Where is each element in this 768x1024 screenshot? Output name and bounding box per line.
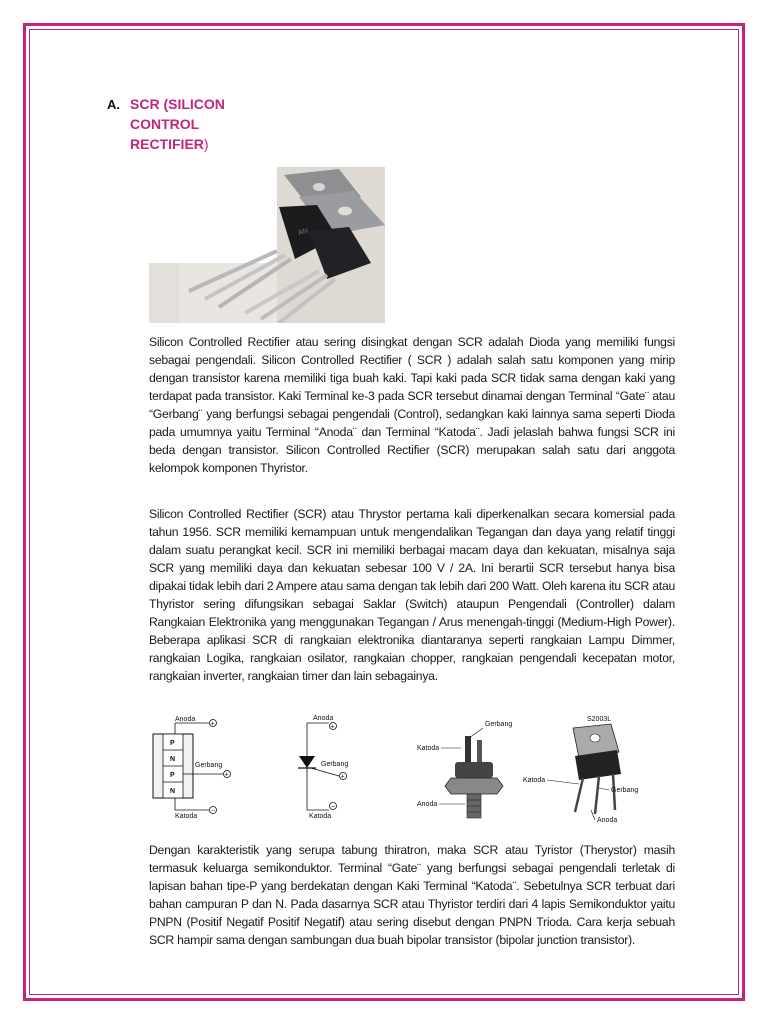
stud-cathode-label: Katoda — [417, 745, 440, 752]
layer-n1: N — [170, 756, 176, 763]
svg-text:AN: AN — [297, 227, 309, 237]
stud-gate-label: Gerbang — [485, 721, 513, 728]
layer-gate-label: Gerbang — [195, 762, 223, 769]
to220-gate-label: Gerbang — [611, 787, 639, 794]
to220-cathode-label: Katoda — [523, 777, 546, 784]
stud-anode-label: Anoda — [417, 801, 438, 808]
scr-symbol-diagram — [298, 715, 348, 820]
symbol-cathode-label: Katoda — [309, 813, 332, 820]
gate-plus: + — [224, 771, 229, 779]
symbol-anode-plus: + — [330, 723, 335, 731]
to220-anode-label: Anoda — [597, 817, 618, 824]
cathode-minus: − — [211, 807, 216, 815]
stud-scr-diagram — [417, 721, 512, 818]
layer-n2: N — [170, 788, 176, 795]
symbol-cathode-minus: − — [331, 803, 336, 811]
paragraph-2: Silicon Controlled Rectifier (SCR) atau Thrystor pertama kali diperkenalkan secara komersial pada tahun 1956. SCR memiliki kemampuan untuk mengendalikan Tegangan dan daya yang relatif tinggi dalam suatu perangkat kecil. SCR ini memiliki berbagai macam daya dan kekuatan, misalnya saja SCR yang memiliki daya dan kekuatan sebesar 100 V / 2A. Ini berartii SCR tersebut hanya bisa dipakai tidak lebih dari 2 Ampere atau sama dengan tak lebih dari 200 Watt. Oleh karena itu SCR atau Thyristor sering difungsikan sebagai Saklar (Switch) ataupun Pengendali (Controller) dalam Rangkaian Elektronika yang menggunakan Tegangan / Arus menengah-tinggi (Medium-High Power). Beberapa aplikasi SCR di rangkaian elektronika diantaranya seperti rangkaian Lampu Dimmer, rangkaian Logika, rangkaian osilator, rangkaian chopper, rangkaian pengendali kecepatan motor, rangkaian inverter, rangkaian timer dan lain sebagainya. — [149, 507, 675, 683]
anode-plus: + — [210, 720, 215, 728]
layer-p2: P — [170, 772, 175, 779]
title-close-paren: ) — [203, 136, 209, 152]
title-line-3: RECTIFIER — [130, 136, 204, 152]
symbol-gate-label: Gerbang — [321, 761, 349, 768]
symbol-gate-plus: + — [340, 773, 345, 781]
title-line-2: CONTROL — [130, 116, 200, 132]
section-heading — [107, 94, 250, 154]
section-title — [130, 94, 250, 154]
paragraph-3: Dengan karakteristik yang serupa tabung thiratron, maka SCR atau Tyristor (Therystor) masih termasuk keluarga semikonduktor. Terminal “Gate¨ yang berfungsi sebagai pengendali terletak di lapisan bahan tipe-P yang berdekatan dengan Kaki Terminal “Katoda¨. Sebetulnya SCR terbuat dari bahan campuran P dan N. Pada dasarnya SCR atau Thyristor terdiri dari 4 lapis Semikonduktor yaitu PNPN (Positif Negatif Positif Negatif) atau sering disebut dengan PNPN Trioda. Cara kerja sebuah SCR hampir sama dengan sambungan dua buah bipolar transistor (bipolar junction transistor). — [149, 843, 675, 947]
layer-anode-label: Anoda — [175, 716, 196, 723]
section-marker: A. — [107, 97, 120, 112]
scr-photo — [149, 167, 385, 323]
to220-scr-diagram — [523, 716, 638, 824]
layer-p1: P — [170, 740, 175, 747]
title-line-1: SCR (SILICON — [130, 96, 225, 112]
scr-diagrams — [149, 712, 649, 828]
to220-part-label: S2003L — [587, 716, 612, 723]
pnpn-layer-diagram — [153, 716, 231, 820]
symbol-anode-label: Anoda — [313, 715, 334, 722]
layer-cathode-label: Katoda — [175, 813, 198, 820]
paragraph-1: Silicon Controlled Rectifier atau sering disingkat dengan SCR adalah Dioda yang memiliki fungsi sebagai pengendali. Silicon Controlled Rectifier ( SCR ) adalah salah satu komponen yang mirip dengan transistor karena memiliki tiga buah kaki. Tapi kaki pada SCR tidak sama dengan kaki yang terdapat pada transistor. Kaki Terminal ke-3 pada SCR tersebut dinamai dengan Terminal “Gate¨ atau “Gerbang¨ yang berfungsi sebagai pengendali (Control), sedangkan kaki lainnya sama seperti Dioda pada umumnya yaitu Terminal “Anoda¨ dan Terminal “Katoda¨. Jadi jelaslah bahwa fungsi SCR ini beda dengan transistor. Silicon Controlled Rectifier (SCR) merupakan salah satu dari anggota kelompok komponen Thyristor. — [149, 335, 675, 475]
